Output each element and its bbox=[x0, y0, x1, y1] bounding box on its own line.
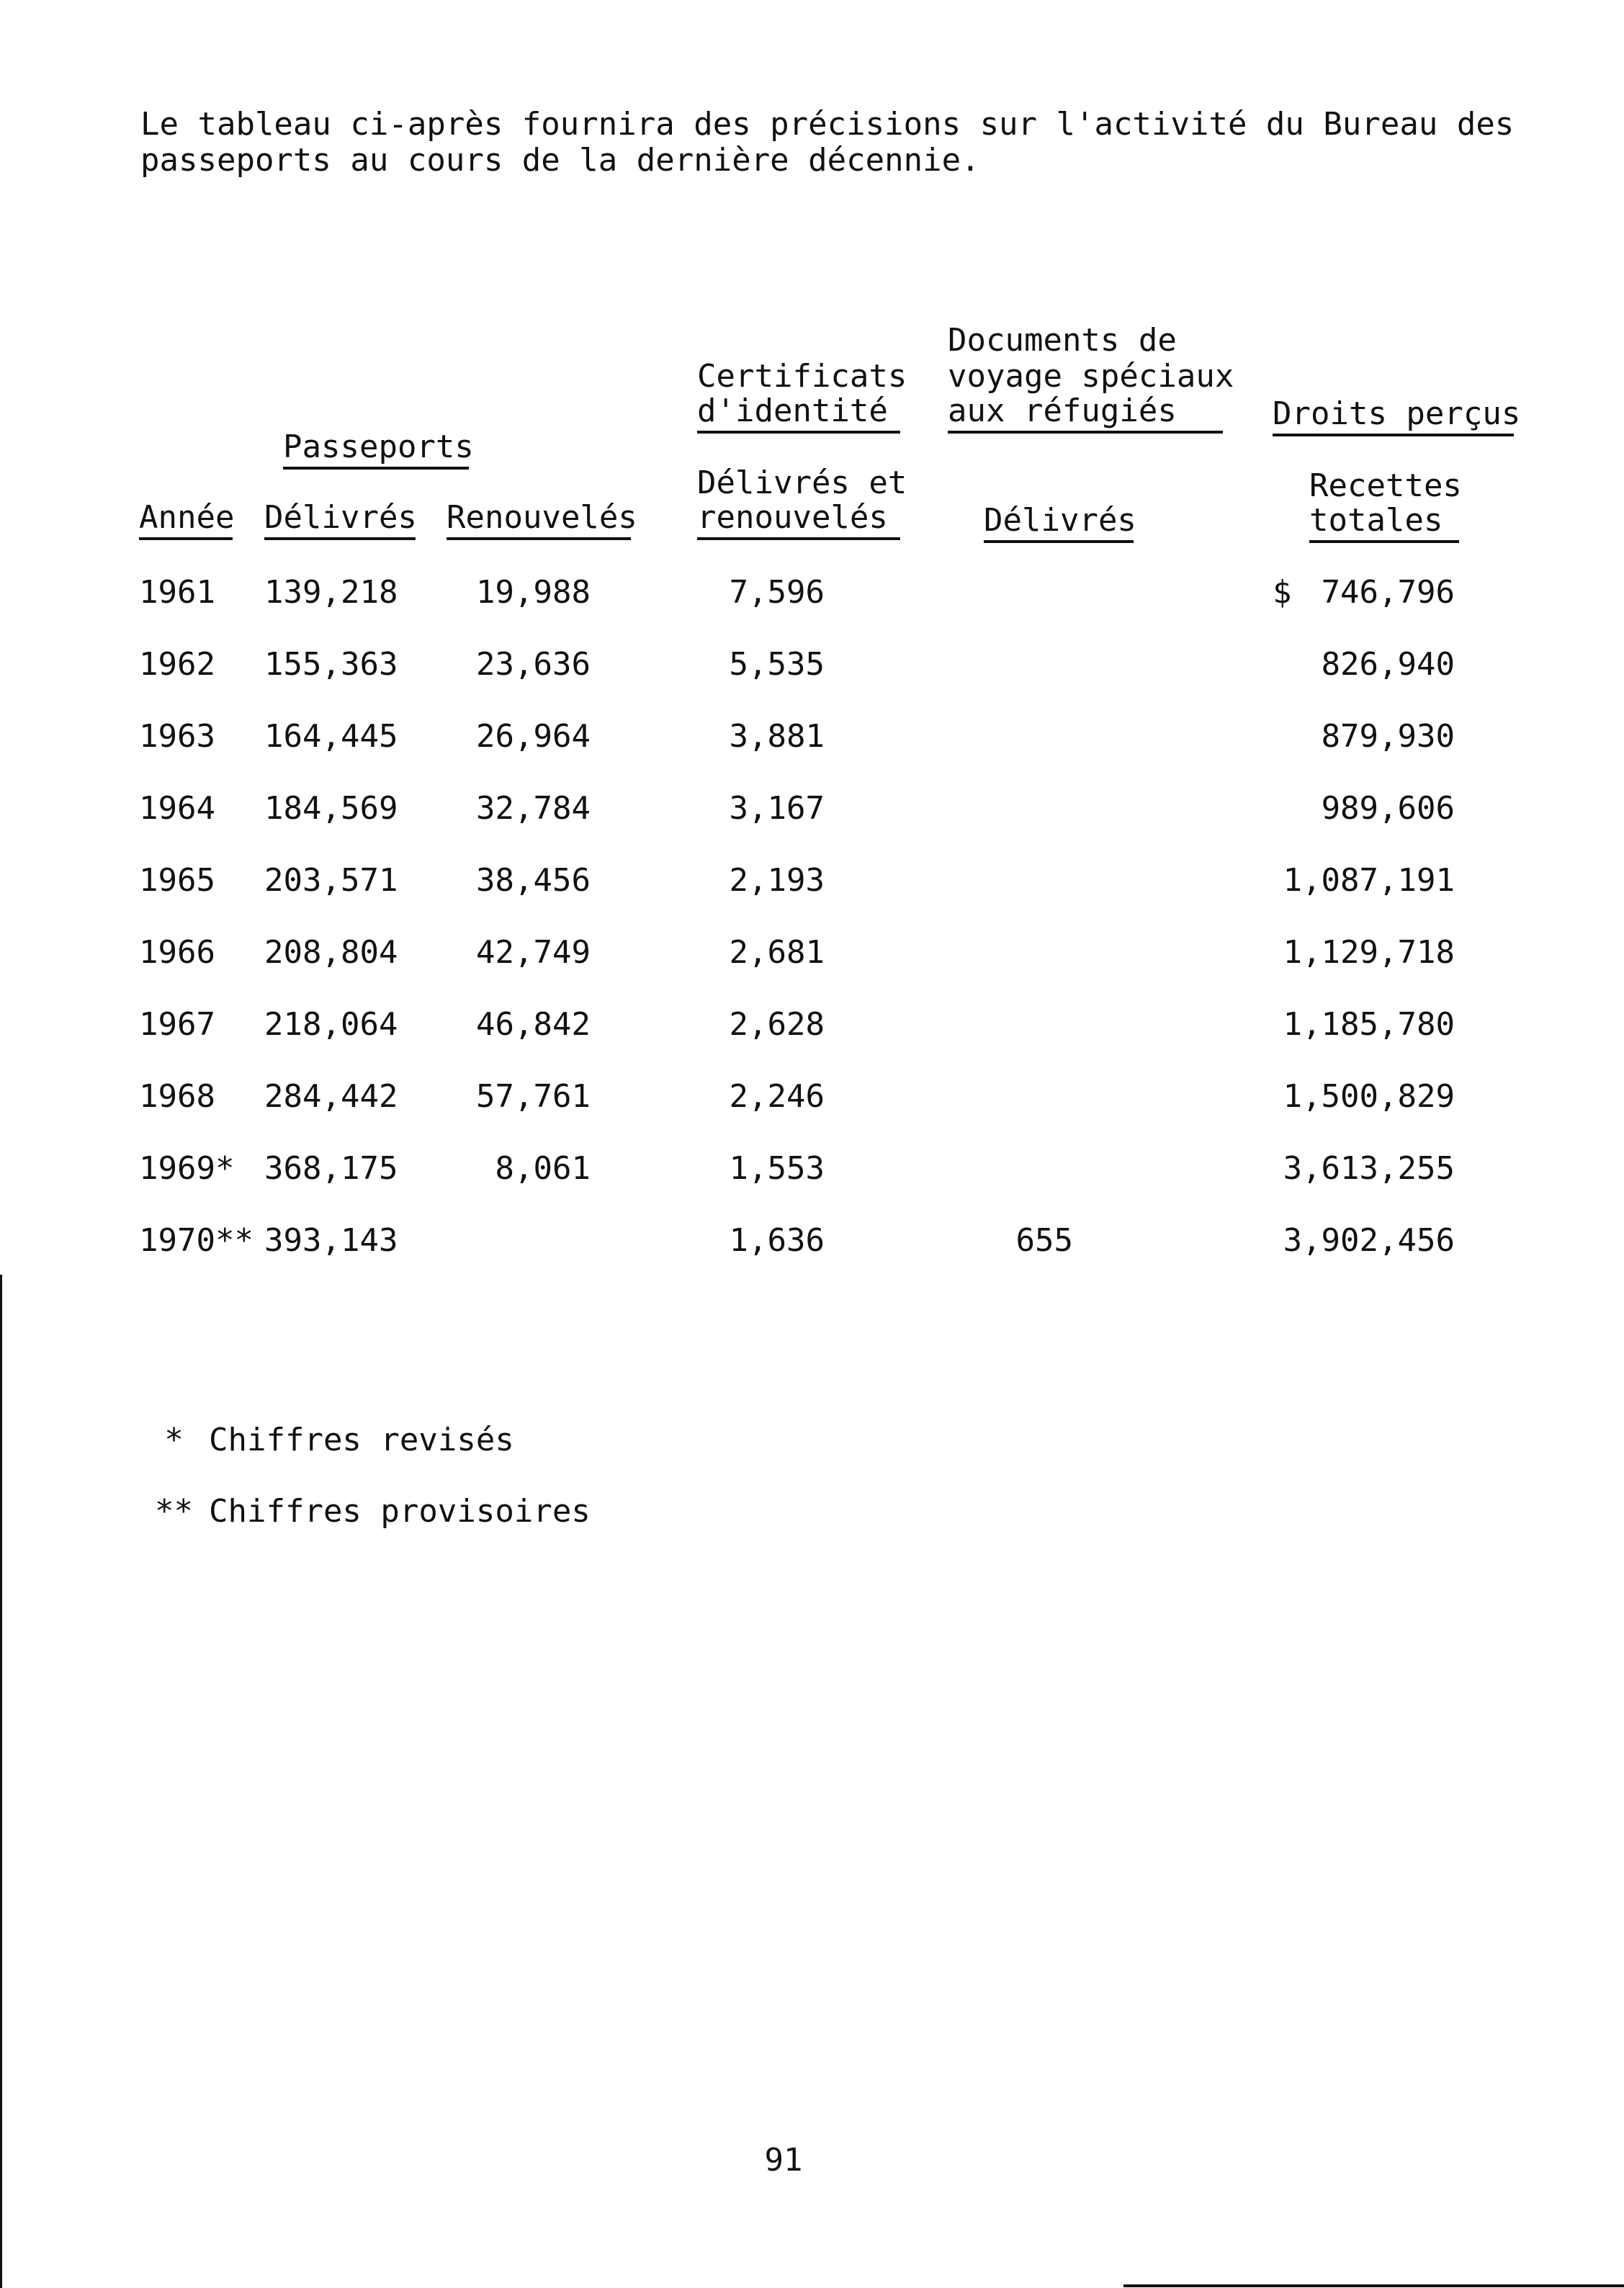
header-delivres-wrap bbox=[264, 500, 416, 540]
header-passeports: Passeports bbox=[283, 429, 469, 470]
scan-edge-bottom bbox=[1123, 2284, 1624, 2287]
cell-recettes: 1,087,191 bbox=[1283, 862, 1455, 899]
cell-recettes: 1,129,718 bbox=[1283, 934, 1455, 971]
cell-renouveles: 23,636 bbox=[476, 646, 591, 683]
cell-year: 1961 bbox=[139, 574, 215, 611]
cell-delivres: 368,175 bbox=[264, 1150, 398, 1187]
cell-renouveles: 19,988 bbox=[476, 574, 591, 611]
header-documents-line-1: Documents de bbox=[948, 322, 1177, 359]
table-row bbox=[0, 1007, 1624, 1043]
cell-recettes: 746,796 bbox=[1321, 574, 1455, 611]
cell-recettes: 879,930 bbox=[1321, 718, 1455, 755]
cell-certificats: 5,535 bbox=[729, 646, 825, 683]
cell-certificats: 3,167 bbox=[729, 790, 825, 827]
table-row bbox=[0, 935, 1624, 971]
cell-year: 1964 bbox=[139, 790, 215, 827]
cell-delivres: 184,569 bbox=[264, 790, 398, 827]
footnote-revises bbox=[139, 1422, 514, 1458]
header-recettes-line-2: totales bbox=[1309, 503, 1459, 543]
table-row bbox=[0, 863, 1624, 899]
cell-certificats: 2,628 bbox=[729, 1006, 825, 1043]
cell-recettes: 1,185,780 bbox=[1283, 1006, 1455, 1043]
cell-renouveles: 8,061 bbox=[495, 1150, 591, 1187]
table-row bbox=[0, 1223, 1624, 1259]
cell-year: 1966 bbox=[139, 934, 215, 971]
header-droits-wrap bbox=[1273, 395, 1521, 436]
cell-year: 1965 bbox=[139, 862, 215, 899]
table-row bbox=[0, 719, 1624, 755]
scan-edge-left bbox=[0, 1275, 2, 2288]
header-cert-sub-line-1: Délivrés et bbox=[697, 465, 907, 501]
header-doc-sub: Délivrés bbox=[984, 503, 1134, 543]
cell-certificats: 2,193 bbox=[729, 862, 825, 899]
cell-year: 1963 bbox=[139, 718, 215, 755]
cell-recettes: 989,606 bbox=[1321, 790, 1455, 827]
table-row bbox=[0, 1151, 1624, 1187]
footnote-text: Chiffres revisés bbox=[209, 1422, 514, 1458]
intro-line-2: passeports au cours de la dernière décennie. bbox=[140, 142, 980, 179]
header-cert-sub-line-2-wrap bbox=[697, 500, 900, 540]
cell-delivres: 393,143 bbox=[264, 1222, 398, 1259]
cell-delivres: 139,218 bbox=[264, 574, 398, 611]
cell-delivres: 164,445 bbox=[264, 718, 398, 755]
cell-certificats: 7,596 bbox=[729, 574, 825, 611]
currency-symbol: $ bbox=[1273, 574, 1292, 611]
header-cert-sub-line-2: renouvelés bbox=[697, 500, 900, 540]
cell-documents: 655 bbox=[1015, 1222, 1073, 1259]
cell-renouveles: 26,964 bbox=[476, 718, 591, 755]
cell-renouveles: 32,784 bbox=[476, 790, 591, 827]
cell-renouveles: 38,456 bbox=[476, 862, 591, 899]
table-row bbox=[0, 647, 1624, 683]
cell-certificats: 1,636 bbox=[729, 1222, 825, 1259]
header-delivres: Délivrés bbox=[264, 500, 416, 540]
table-row bbox=[0, 791, 1624, 827]
header-documents-line-2: voyage spéciaux bbox=[948, 358, 1234, 395]
cell-year: 1968 bbox=[139, 1078, 215, 1115]
header-recettes-line-2-wrap bbox=[1309, 503, 1459, 543]
header-renouveles-wrap bbox=[447, 499, 637, 540]
cell-renouveles: 57,761 bbox=[476, 1078, 591, 1115]
header-passeports-wrap bbox=[283, 429, 474, 470]
cell-delivres: 155,363 bbox=[264, 646, 398, 683]
header-annee-wrap bbox=[139, 500, 233, 540]
cell-delivres: 218,064 bbox=[264, 1006, 398, 1043]
cell-renouveles: 46,842 bbox=[476, 1006, 591, 1043]
cell-certificats: 3,881 bbox=[729, 718, 825, 755]
intro-paragraph bbox=[140, 106, 1515, 179]
header-certificats-line-2: d'identité bbox=[697, 393, 900, 434]
header-doc-sub-wrap bbox=[984, 503, 1134, 543]
header-recettes-line-1: Recettes bbox=[1309, 467, 1462, 504]
cell-year: 1962 bbox=[139, 646, 215, 683]
table-row bbox=[0, 575, 1624, 611]
header-droits: Droits perçus bbox=[1273, 396, 1514, 436]
intro-line-1: Le tableau ci-après fournira des précisions sur l'activité du Bureau des bbox=[140, 106, 1515, 143]
page-number: 91 bbox=[764, 2142, 803, 2179]
cell-recettes: 3,613,255 bbox=[1283, 1150, 1455, 1187]
cell-delivres: 203,571 bbox=[264, 862, 398, 899]
cell-certificats: 2,681 bbox=[729, 934, 825, 971]
header-certificats-line-2-wrap bbox=[697, 393, 900, 434]
cell-delivres: 284,442 bbox=[264, 1078, 398, 1115]
cell-certificats: 2,246 bbox=[729, 1078, 825, 1115]
header-renouveles: Renouvelés bbox=[447, 500, 631, 540]
cell-recettes: 3,902,456 bbox=[1283, 1222, 1455, 1259]
table-row bbox=[0, 1079, 1624, 1115]
header-documents-line-3: aux réfugiés bbox=[948, 393, 1223, 434]
cell-year: 1967 bbox=[139, 1006, 215, 1043]
cell-year: 1969* bbox=[139, 1150, 235, 1187]
cell-renouveles: 42,749 bbox=[476, 934, 591, 971]
footnote-mark: * bbox=[164, 1422, 184, 1458]
header-annee: Année bbox=[139, 500, 233, 540]
cell-certificats: 1,553 bbox=[729, 1150, 825, 1187]
footnote-provisoires bbox=[139, 1494, 591, 1530]
footnote-text: Chiffres provisoires bbox=[209, 1493, 591, 1530]
cell-recettes: 826,940 bbox=[1321, 646, 1455, 683]
header-documents-line-3-wrap bbox=[948, 393, 1223, 434]
cell-recettes: 1,500,829 bbox=[1283, 1078, 1455, 1115]
cell-year: 1970** bbox=[139, 1222, 254, 1259]
cell-delivres: 208,804 bbox=[264, 934, 398, 971]
header-certificats-line-1: Certificats bbox=[697, 358, 907, 395]
footnote-mark: ** bbox=[155, 1493, 193, 1530]
